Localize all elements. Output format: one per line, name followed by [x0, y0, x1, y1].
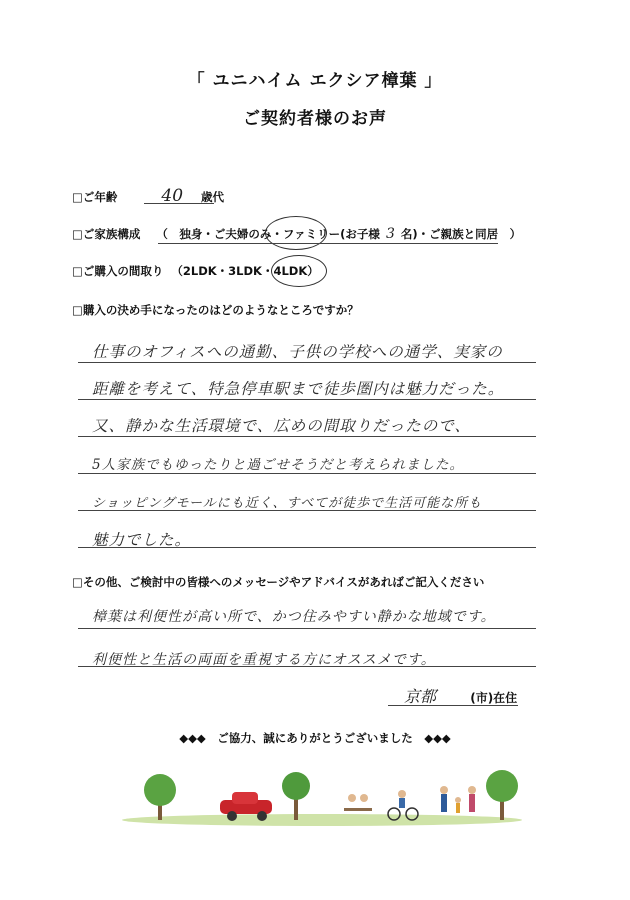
family-figures [440, 786, 476, 813]
layout-options-post: ） [307, 264, 319, 278]
reason-rule [78, 510, 536, 511]
family-options-post: 名)・ご親族と同居 ） [400, 227, 522, 241]
reason-line: ショッピングモールにも近く、すべてが徒歩で生活可能な所も [92, 496, 483, 511]
layout-circle-mark [271, 255, 327, 287]
reason-rule [78, 399, 536, 400]
page-title: 「 ユニハイム エクシア樟葉 」 [187, 71, 443, 91]
message-rule [78, 628, 536, 629]
age-underline [144, 203, 214, 204]
reason-line: 魅力でした。 [92, 531, 192, 549]
residence-underline [388, 705, 518, 706]
reason-label: □購入の決め手になったのはどのようなところですか？ [72, 303, 359, 317]
tree-right [486, 770, 518, 820]
message-line: 樟葉は利便性が高い所で、かつ住みやすい静かな地域です。 [92, 609, 496, 625]
reason-line: 又、静かな生活環境で、広めの間取りだったので、 [92, 417, 471, 435]
layout-options-pre: （2LDK・3LDK・ [171, 264, 274, 278]
tree-left [144, 774, 176, 820]
residence-city: 京都 [404, 687, 437, 706]
family-label: □ご家族構成 [72, 227, 141, 241]
family-underline [158, 243, 498, 244]
message-line: 利便性と生活の両面を重視する方にオススメです。 [92, 652, 436, 668]
thanks-message: ◆◆◆ ご協力、誠にありがとうございました ◆◆◆ [179, 731, 451, 745]
layout-label: □ご購入の間取り [72, 264, 164, 278]
age-value: 40 [161, 186, 184, 206]
family-circle-mark [265, 216, 327, 250]
reason-line: 5人家族でもゆったりと過ごせそうだと考えられました。 [92, 457, 464, 473]
reason-rule [78, 436, 536, 437]
reason-line: 仕事のオフィスへの通勤、子供の学校への通学、実家の [92, 343, 503, 361]
family-options-pre: （ 独身・ご夫婦のみ・ [156, 227, 283, 241]
residence [404, 684, 517, 707]
residence-suffix: (市)在住 [470, 691, 518, 705]
footer-illustration [122, 760, 522, 826]
tree-center [282, 772, 310, 820]
ground-shape [122, 814, 522, 826]
message-label: □その他、ご検討中の皆様へのメッセージやアドバイスがあればご記入ください [72, 575, 485, 589]
layout-option-circled: 4LDK [273, 264, 308, 278]
age-label: □ご年齢 [72, 190, 118, 204]
page-subtitle: ご契約者様のお声 [243, 109, 387, 129]
family-option-circled: ファミリー [282, 227, 341, 241]
age-unit: 歳代 [201, 190, 225, 204]
family-children-count: 3 [385, 226, 395, 242]
reason-rule [78, 547, 536, 548]
family-children-pre: (お子様 [340, 227, 380, 241]
reason-rule [78, 473, 536, 474]
reason-rule [78, 362, 536, 363]
message-rule [78, 666, 536, 667]
reason-line: 距離を考えて、特急停車駅まで徒歩圏内は魅力だった。 [92, 380, 505, 398]
bench-people [344, 794, 372, 811]
